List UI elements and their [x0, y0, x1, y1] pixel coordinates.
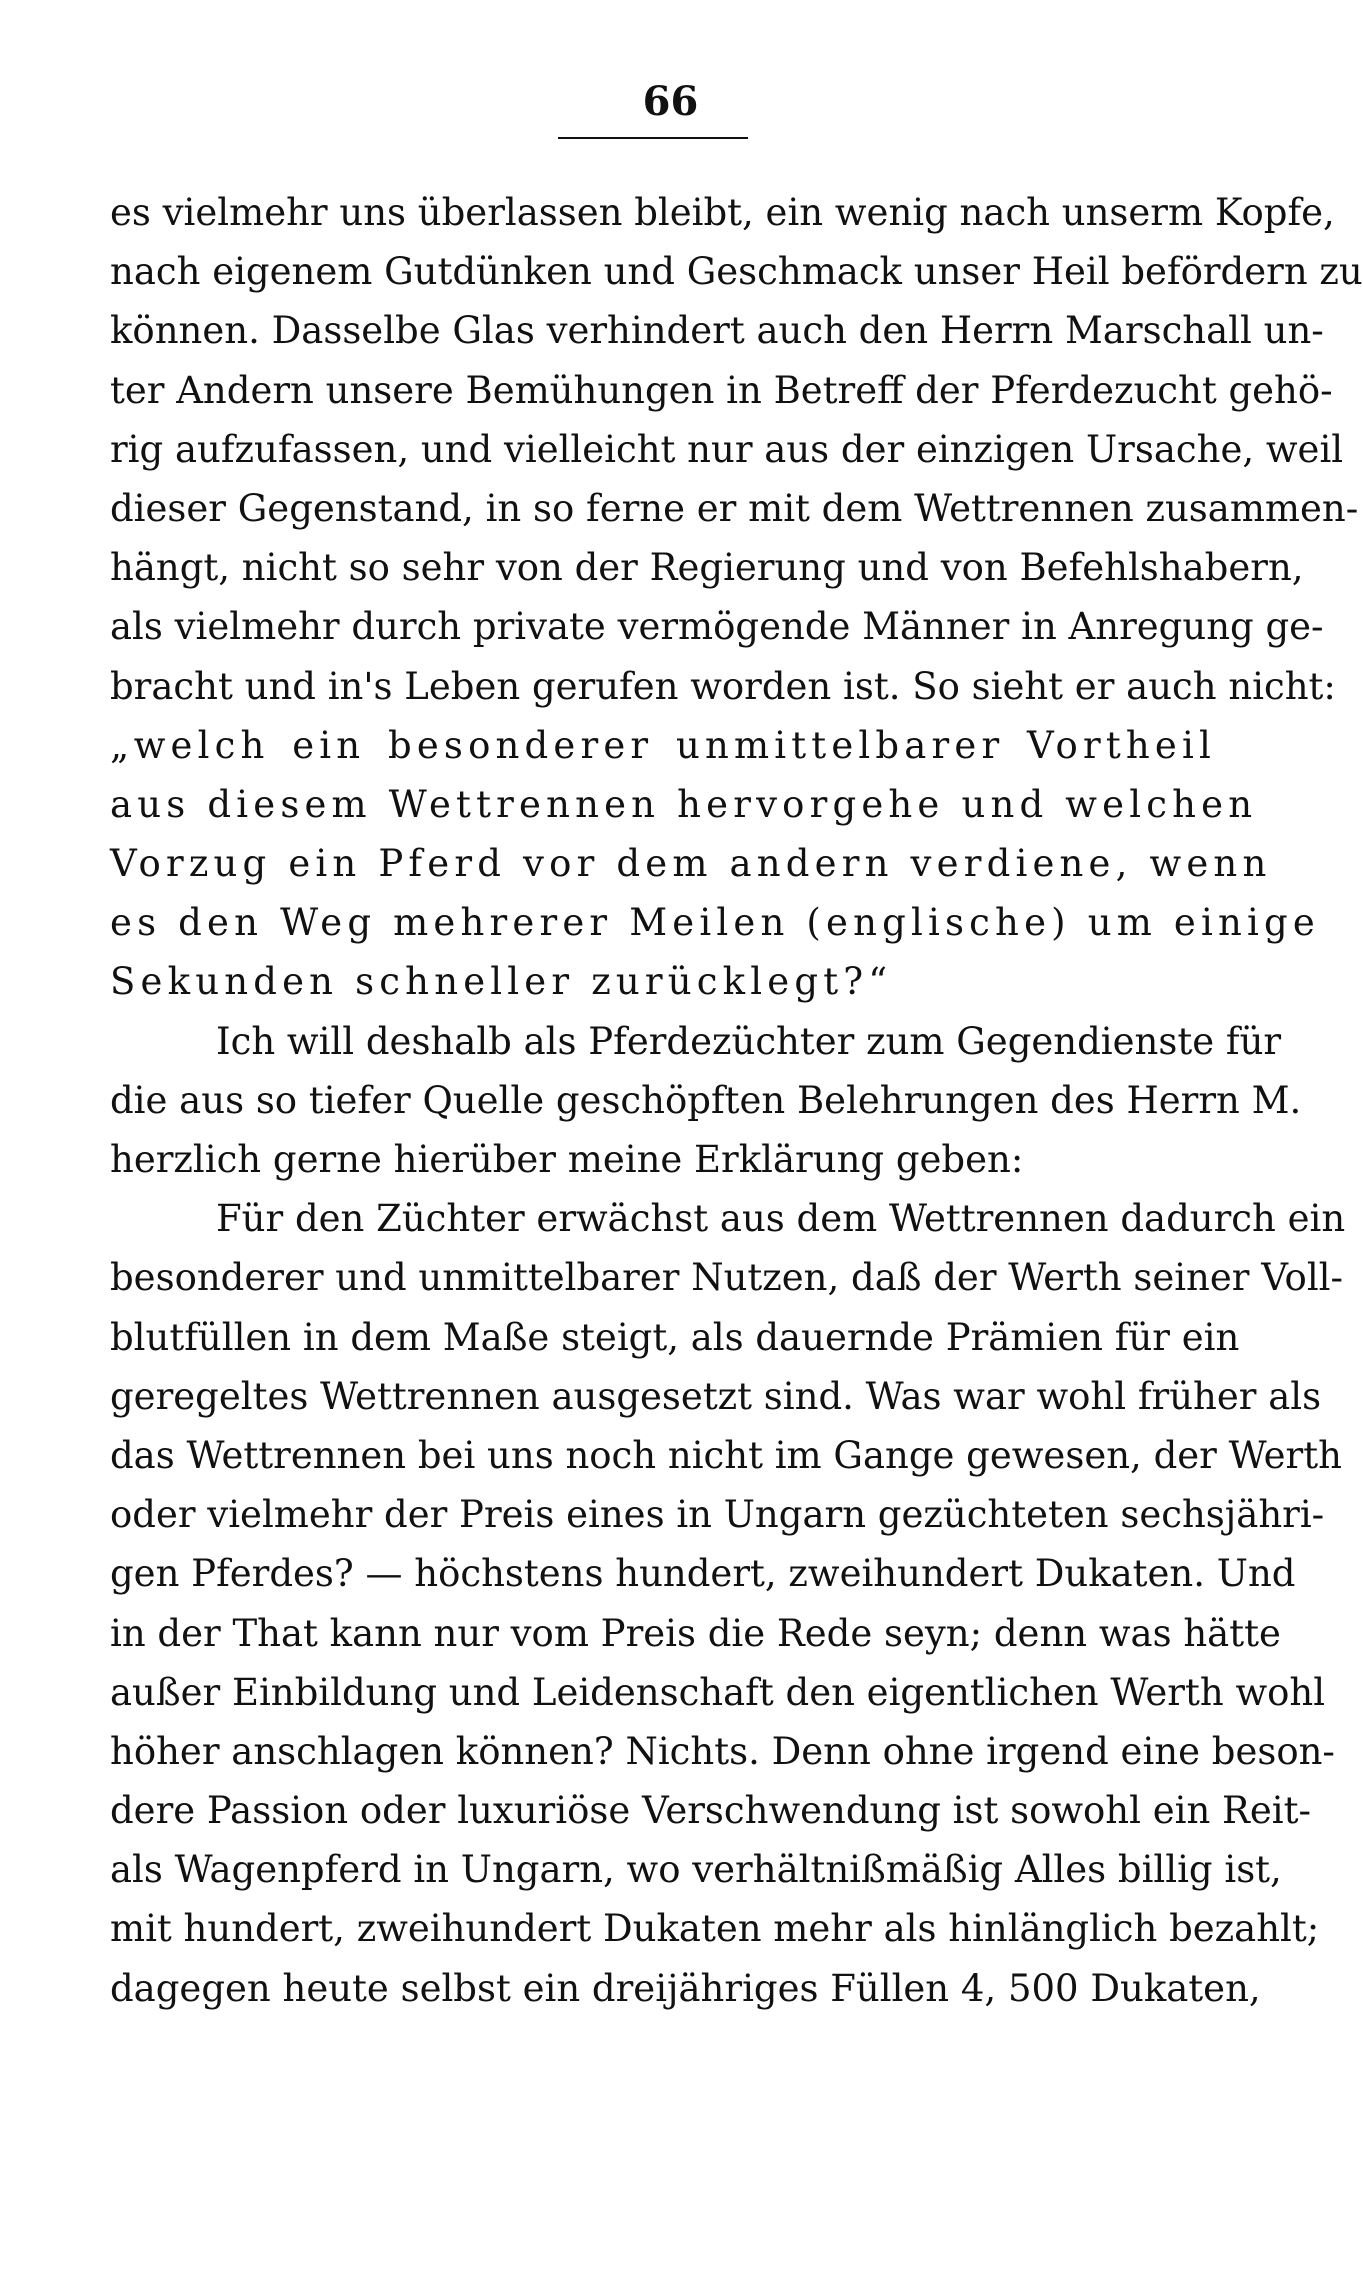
text-line: außer Einbildung und Leidenschaft den eigentlichen Werth wohl — [110, 1670, 1326, 1714]
text-line: oder vielmehr der Preis eines in Ungarn gezüchteten sechsjähri- — [110, 1493, 1325, 1537]
quoted-line: aus diesem Wettrennen hervorgehe und welchen — [110, 782, 1258, 826]
quoted-line: „welch ein besonderer unmittelbarer Vortheil — [110, 723, 1216, 767]
text-line: bracht und in's Leben gerufen worden ist. So sieht er auch nicht: — [110, 664, 1336, 708]
quoted-line: Vorzug ein Pferd vor dem andern verdiene, wenn — [110, 842, 1272, 886]
text-line: dieser Gegenstand, in so ferne er mit dem Wettrennen zusammen- — [110, 486, 1359, 530]
page-number: 66 — [642, 78, 699, 125]
quoted-line: Sekunden schneller zurücklegt?“ — [110, 960, 893, 1004]
text-line: als vielmehr durch private vermögende Männer in Anregung ge- — [110, 605, 1324, 649]
quoted-line: es den Weg mehrerer Meilen (englische) um einige — [110, 901, 1320, 945]
paragraph-start-line: Für den Züchter erwächst aus dem Wettrennen dadurch ein — [216, 1197, 1346, 1241]
text-line: dagegen heute selbst ein dreijähriges Füllen 4, 500 Dukaten, — [110, 1966, 1261, 2010]
text-line: mit hundert, zweihundert Dukaten mehr als hinlänglich bezahlt; — [110, 1907, 1320, 1951]
text-line: es vielmehr uns überlassen bleibt, ein wenig nach unserm Kopfe, — [110, 191, 1335, 234]
text-line: besonderer und unmittelbarer Nutzen, daß der Werth seiner Voll- — [110, 1256, 1343, 1300]
text-line: hängt, nicht so sehr von der Regierung und von Befehlshabern, — [110, 546, 1304, 590]
body-text — [110, 183, 1363, 2018]
text-line: nach eigenem Gutdünken und Geschmack unser Heil befördern zu — [110, 250, 1363, 294]
text-line: in der That kann nur vom Preis die Rede seyn; denn was hätte — [110, 1611, 1281, 1655]
text-line: ter Andern unsere Bemühungen in Betreff der Pferdezucht gehö- — [110, 368, 1333, 412]
text-line: als Wagenpferd in Ungarn, wo verhältnißmäßig Alles billig ist, — [110, 1848, 1282, 1892]
text-line: können. Dasselbe Glas verhindert auch den Herrn Marschall un- — [110, 309, 1324, 353]
text-line: herzlich gerne hierüber meine Erklärung geben: — [110, 1138, 1024, 1181]
paragraph-start-line: Ich will deshalb als Pferdezüchter zum Gegendienste für — [216, 1019, 1282, 1063]
text-line: höher anschlagen können? Nichts. Denn ohne irgend eine beson- — [110, 1729, 1335, 1773]
text-line: geregeltes Wettrennen ausgesetzt sind. Was war wohl früher als — [110, 1374, 1322, 1418]
text-line: die aus so tiefer Quelle geschöpften Belehrungen des Herrn M. — [110, 1078, 1302, 1122]
text-line: das Wettrennen bei uns noch nicht im Gange gewesen, der Werth — [110, 1433, 1342, 1477]
text-line: dere Passion oder luxuriöse Verschwendung ist sowohl ein Reit- — [110, 1789, 1312, 1833]
text-line: rig aufzufassen, und vielleicht nur aus der einzigen Ursache, weil — [110, 427, 1344, 471]
text-line: blutfüllen in dem Maße steigt, als dauernde Prämien für ein — [110, 1315, 1240, 1359]
page-number-rule — [558, 137, 748, 139]
text-line: gen Pferdes? — höchstens hundert, zweihundert Dukaten. Und — [110, 1552, 1296, 1596]
